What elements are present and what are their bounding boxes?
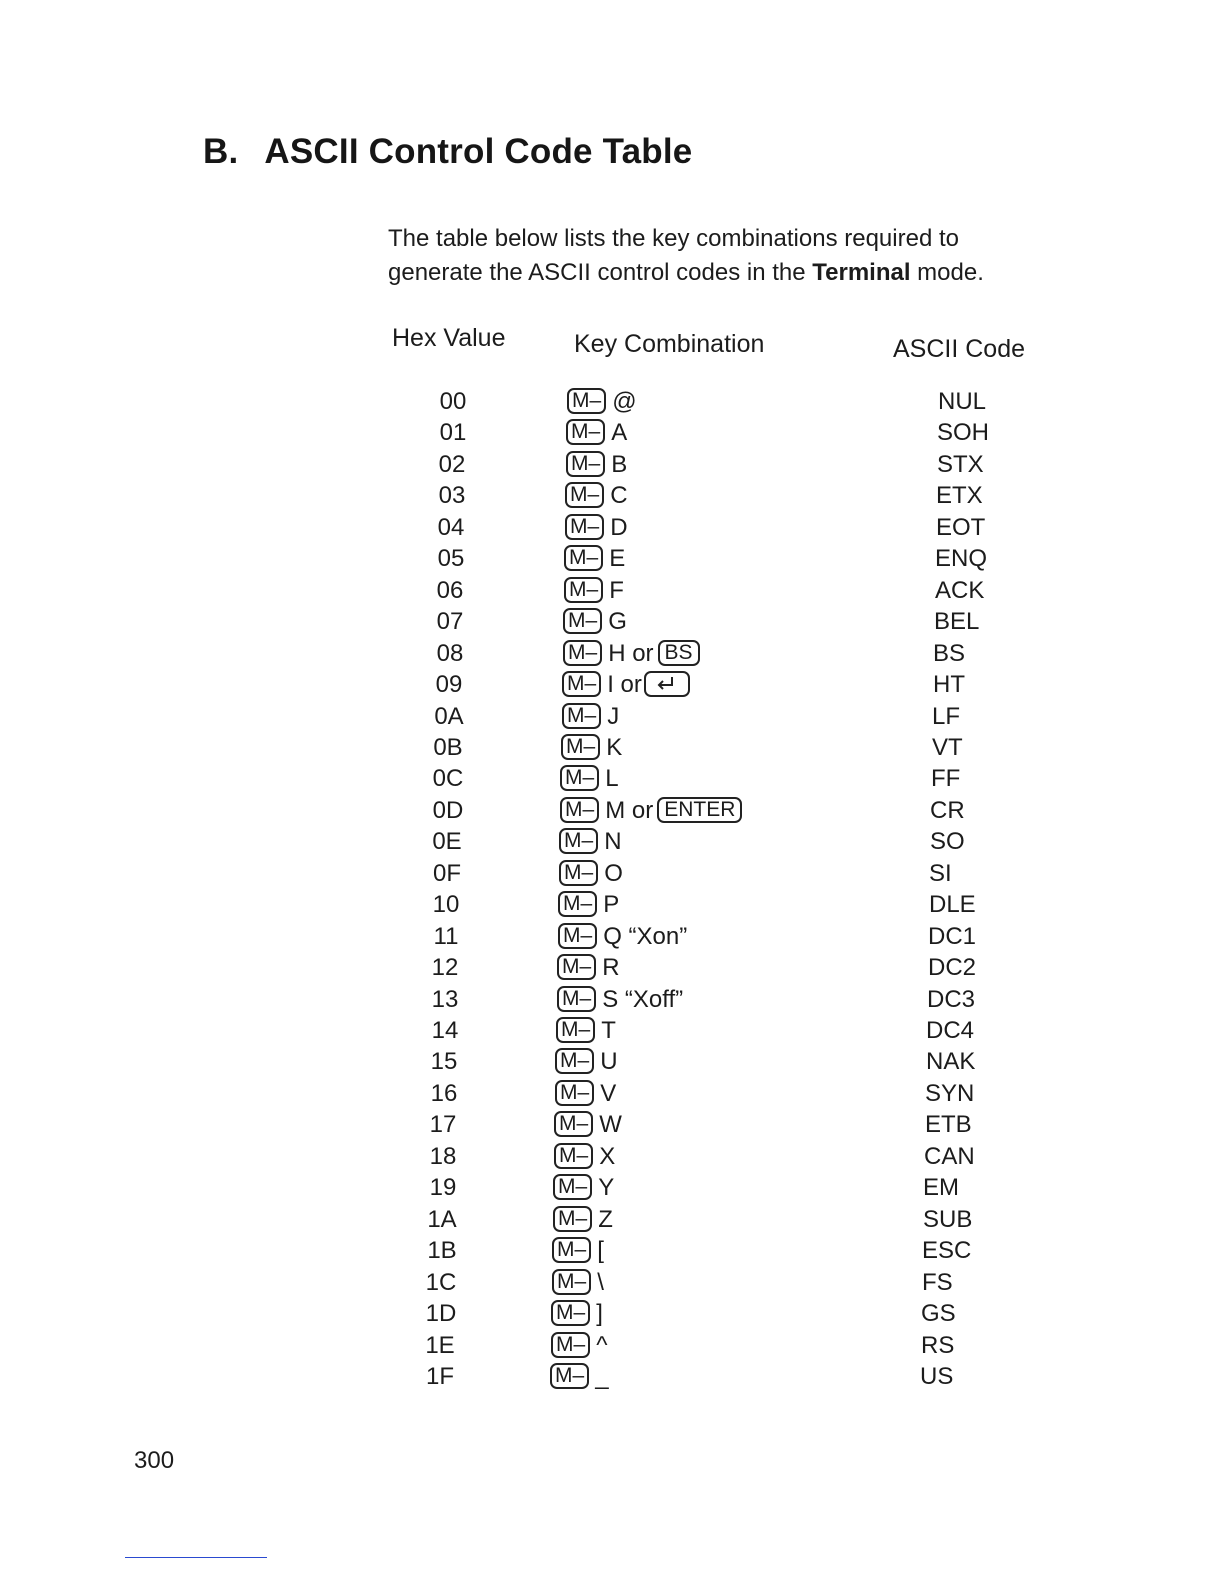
key-combination [554, 1142, 615, 1172]
ascii-code: DLE [929, 891, 976, 918]
table-row [0, 859, 1224, 891]
enter-key-icon [644, 671, 690, 697]
ascii-code: HT [933, 671, 965, 698]
ascii-code: ETB [925, 1111, 972, 1138]
m-minus-key: M– [565, 482, 604, 508]
intro-paragraph [388, 222, 984, 290]
footer-rule [125, 1557, 267, 1558]
table-row [0, 1173, 1224, 1205]
key-letter: B [611, 451, 628, 478]
table-row [0, 639, 1224, 671]
hex-value: 1D [425, 1300, 457, 1327]
ascii-code: CR [930, 797, 965, 824]
ascii-code: RS [921, 1332, 955, 1359]
table-row [0, 764, 1224, 796]
table-row [0, 1047, 1224, 1079]
ascii-code: BEL [934, 608, 980, 635]
key-combination [553, 1205, 613, 1235]
table-row [0, 607, 1224, 639]
key-letter: C [610, 482, 628, 509]
key-combination [552, 1236, 604, 1266]
key-combination [553, 1173, 614, 1203]
key-letter: K [606, 734, 623, 761]
key-combination [564, 576, 624, 606]
key-combination [551, 1299, 603, 1329]
m-minus-key: M– [557, 986, 596, 1012]
m-minus-key: M– [551, 1300, 590, 1326]
m-minus-key: M– [563, 608, 602, 634]
hex-value: 0F [432, 860, 461, 887]
appendix-letter: B. [203, 132, 239, 171]
ascii-code: ACK [935, 577, 985, 604]
ascii-code: STX [937, 451, 984, 478]
key-combination [566, 450, 627, 480]
ascii-code: FS [922, 1269, 953, 1296]
key-letter: Q “Xon” [603, 923, 688, 950]
table-row [0, 513, 1224, 545]
hex-value: 02 [438, 451, 466, 478]
table-row [0, 387, 1224, 419]
hex-value: 0B [433, 734, 463, 761]
key-combination [558, 922, 687, 952]
key-combination [563, 639, 700, 669]
key-letter: W [599, 1111, 622, 1138]
m-minus-key: M– [560, 765, 599, 791]
table-row [0, 985, 1224, 1017]
table-row [0, 796, 1224, 828]
ascii-code: ENQ [935, 545, 988, 572]
key-letter: T [601, 1017, 616, 1044]
key-combination [565, 481, 628, 511]
key-combination [562, 670, 690, 700]
header-hex-value: Hex Value [392, 324, 506, 352]
header-ascii-code: ASCII Code [893, 335, 1026, 363]
key-letter: Y [598, 1174, 615, 1201]
hex-value: 01 [439, 419, 467, 446]
key-combination [552, 1268, 604, 1298]
page-number: 300 [134, 1447, 175, 1474]
table-row [0, 922, 1224, 954]
key-combination [556, 1016, 616, 1046]
ascii-code: SYN [925, 1080, 975, 1107]
key-combination [560, 764, 619, 794]
m-minus-key: M– [550, 1363, 589, 1389]
m-minus-key: M– [563, 640, 602, 666]
table-row [0, 481, 1224, 513]
hex-value: 07 [436, 608, 464, 635]
ascii-code: DC3 [927, 986, 976, 1013]
key-letter: I or [607, 671, 642, 698]
hex-value: 15 [430, 1048, 458, 1075]
table-row [0, 702, 1224, 734]
ascii-code: EOT [936, 514, 986, 541]
m-minus-key: M– [553, 1206, 592, 1232]
m-minus-key: M– [553, 1174, 592, 1200]
key-letter: P [603, 891, 620, 918]
key-letter: O [604, 860, 623, 887]
key-letter: M or [605, 797, 654, 824]
table-row [0, 1142, 1224, 1174]
hex-value: 08 [436, 640, 464, 667]
hex-value: 09 [435, 671, 463, 698]
m-minus-key: M– [557, 954, 596, 980]
key-letter: [ [597, 1237, 604, 1264]
table-row [0, 1299, 1224, 1331]
hex-value: 12 [431, 954, 459, 981]
hex-value: 05 [437, 545, 465, 572]
hex-value: 0C [432, 765, 464, 792]
table-row [0, 1236, 1224, 1268]
m-minus-key: M– [555, 1080, 594, 1106]
m-minus-key: M– [566, 451, 605, 477]
ascii-code: GS [921, 1300, 956, 1327]
ascii-code: ESC [922, 1237, 972, 1264]
key-letter: X [599, 1143, 616, 1170]
m-minus-key: M– [567, 388, 606, 414]
key-combination [558, 890, 619, 920]
key-letter: _ [595, 1363, 609, 1390]
intro-line-2: generate the ASCII control codes in the Terminal mode. [388, 259, 984, 286]
key-combination [561, 733, 622, 763]
key-combination [555, 1079, 616, 1109]
table-row [0, 827, 1224, 859]
ascii-code: SUB [923, 1206, 973, 1233]
key-letter: @ [612, 388, 637, 415]
table-row [0, 418, 1224, 450]
page-title [203, 132, 692, 172]
intro-line-1: The table below lists the key combinations required to [388, 225, 959, 252]
key-combination [566, 418, 627, 448]
header-key-combination: Key Combination [574, 330, 765, 358]
m-minus-key: M– [562, 671, 601, 697]
key-combination [563, 607, 627, 637]
key-letter: R [602, 954, 620, 981]
key-letter: H or [608, 640, 654, 667]
m-minus-key: M– [558, 923, 597, 949]
table-row [0, 1362, 1224, 1394]
key-letter: N [604, 828, 622, 855]
ascii-code: LF [932, 703, 961, 730]
m-minus-key: M– [566, 419, 605, 445]
hex-value: 06 [436, 577, 464, 604]
key-letter: V [600, 1080, 617, 1107]
key-combination [565, 513, 628, 543]
hex-value: 13 [431, 986, 459, 1013]
key-letter: F [609, 577, 624, 604]
hex-value: 1F [425, 1363, 454, 1390]
table-row [0, 1205, 1224, 1237]
key-letter: J [607, 703, 620, 730]
ascii-code: NUL [938, 388, 987, 415]
hex-value: 19 [429, 1174, 457, 1201]
table-row [0, 1268, 1224, 1300]
table-row [0, 576, 1224, 608]
key-letter: U [600, 1048, 618, 1075]
ascii-code: SOH [937, 419, 990, 446]
key-combination [562, 702, 619, 732]
key-letter: ^ [596, 1332, 608, 1359]
m-minus-key: M– [554, 1143, 593, 1169]
hex-value: 0E [432, 828, 462, 855]
hex-value: 0A [434, 703, 464, 730]
hex-value: 1E [425, 1332, 455, 1359]
table-row [0, 544, 1224, 576]
ascii-code: DC4 [926, 1017, 975, 1044]
hex-value: 10 [432, 891, 460, 918]
m-minus-key: M– [565, 514, 604, 540]
ascii-code: VT [932, 734, 963, 761]
hex-value: 04 [437, 514, 465, 541]
key-combination [559, 859, 623, 889]
m-minus-key: M– [552, 1237, 591, 1263]
hex-value: 17 [429, 1111, 457, 1138]
hex-value: 1A [427, 1206, 457, 1233]
m-minus-key: M– [556, 1017, 595, 1043]
m-minus-key: M– [554, 1111, 593, 1137]
ascii-code: BS [933, 640, 966, 667]
table-row [0, 1331, 1224, 1363]
m-minus-key: M– [559, 860, 598, 886]
bs-key: BS [658, 640, 700, 666]
hex-value: 03 [438, 482, 466, 509]
table-row [0, 1079, 1224, 1111]
key-letter: S “Xoff” [602, 986, 684, 1013]
ascii-code: SO [930, 828, 965, 855]
ascii-code: DC1 [928, 923, 977, 950]
key-letter: Z [598, 1206, 613, 1233]
key-letter: A [611, 419, 628, 446]
ascii-code: ETX [936, 482, 983, 509]
ascii-code: SI [929, 860, 952, 887]
m-minus-key: M– [559, 828, 598, 854]
table-row [0, 1016, 1224, 1048]
hex-value: 16 [430, 1080, 458, 1107]
ascii-code: DC2 [928, 954, 977, 981]
m-minus-key: M– [564, 545, 603, 571]
key-combination [555, 1047, 618, 1077]
table-row [0, 890, 1224, 922]
table-row [0, 1110, 1224, 1142]
ascii-code: EM [923, 1174, 959, 1201]
hex-value: 1C [425, 1269, 457, 1296]
key-combination [554, 1110, 622, 1140]
key-letter: E [609, 545, 626, 572]
key-combination [551, 1331, 607, 1361]
key-letter: G [608, 608, 627, 635]
terminal-mode-term: Terminal [812, 259, 911, 286]
key-letter: D [610, 514, 628, 541]
m-minus-key: M– [562, 703, 601, 729]
key-combination [560, 796, 742, 826]
ascii-code: CAN [924, 1143, 975, 1170]
m-minus-key: M– [558, 891, 597, 917]
ascii-code: US [920, 1363, 954, 1390]
hex-value: 0D [432, 797, 464, 824]
key-letter: \ [597, 1269, 604, 1296]
table-row [0, 733, 1224, 765]
hex-value: 14 [431, 1017, 459, 1044]
table-row [0, 450, 1224, 482]
hex-value: 00 [439, 388, 467, 415]
key-combination [550, 1362, 609, 1392]
key-combination [564, 544, 625, 574]
m-minus-key: M– [551, 1332, 590, 1358]
m-minus-key: M– [552, 1269, 591, 1295]
key-combination [557, 985, 683, 1015]
m-minus-key: M– [561, 734, 600, 760]
m-minus-key: M– [555, 1048, 594, 1074]
title-text: ASCII Control Code Table [264, 132, 693, 171]
table-row [0, 953, 1224, 985]
key-letter: L [605, 765, 619, 792]
table-row [0, 670, 1224, 702]
enter-key: ENTER [657, 797, 742, 823]
ascii-code: FF [931, 765, 961, 792]
ascii-code: NAK [926, 1048, 976, 1075]
key-combination [557, 953, 620, 983]
m-minus-key: M– [564, 577, 603, 603]
hex-value: 18 [429, 1143, 457, 1170]
hex-value: 11 [433, 923, 459, 950]
key-combination [567, 387, 637, 417]
key-combination [559, 827, 622, 857]
hex-value: 1B [427, 1237, 457, 1264]
key-letter: ] [596, 1300, 603, 1327]
m-minus-key: M– [560, 797, 599, 823]
